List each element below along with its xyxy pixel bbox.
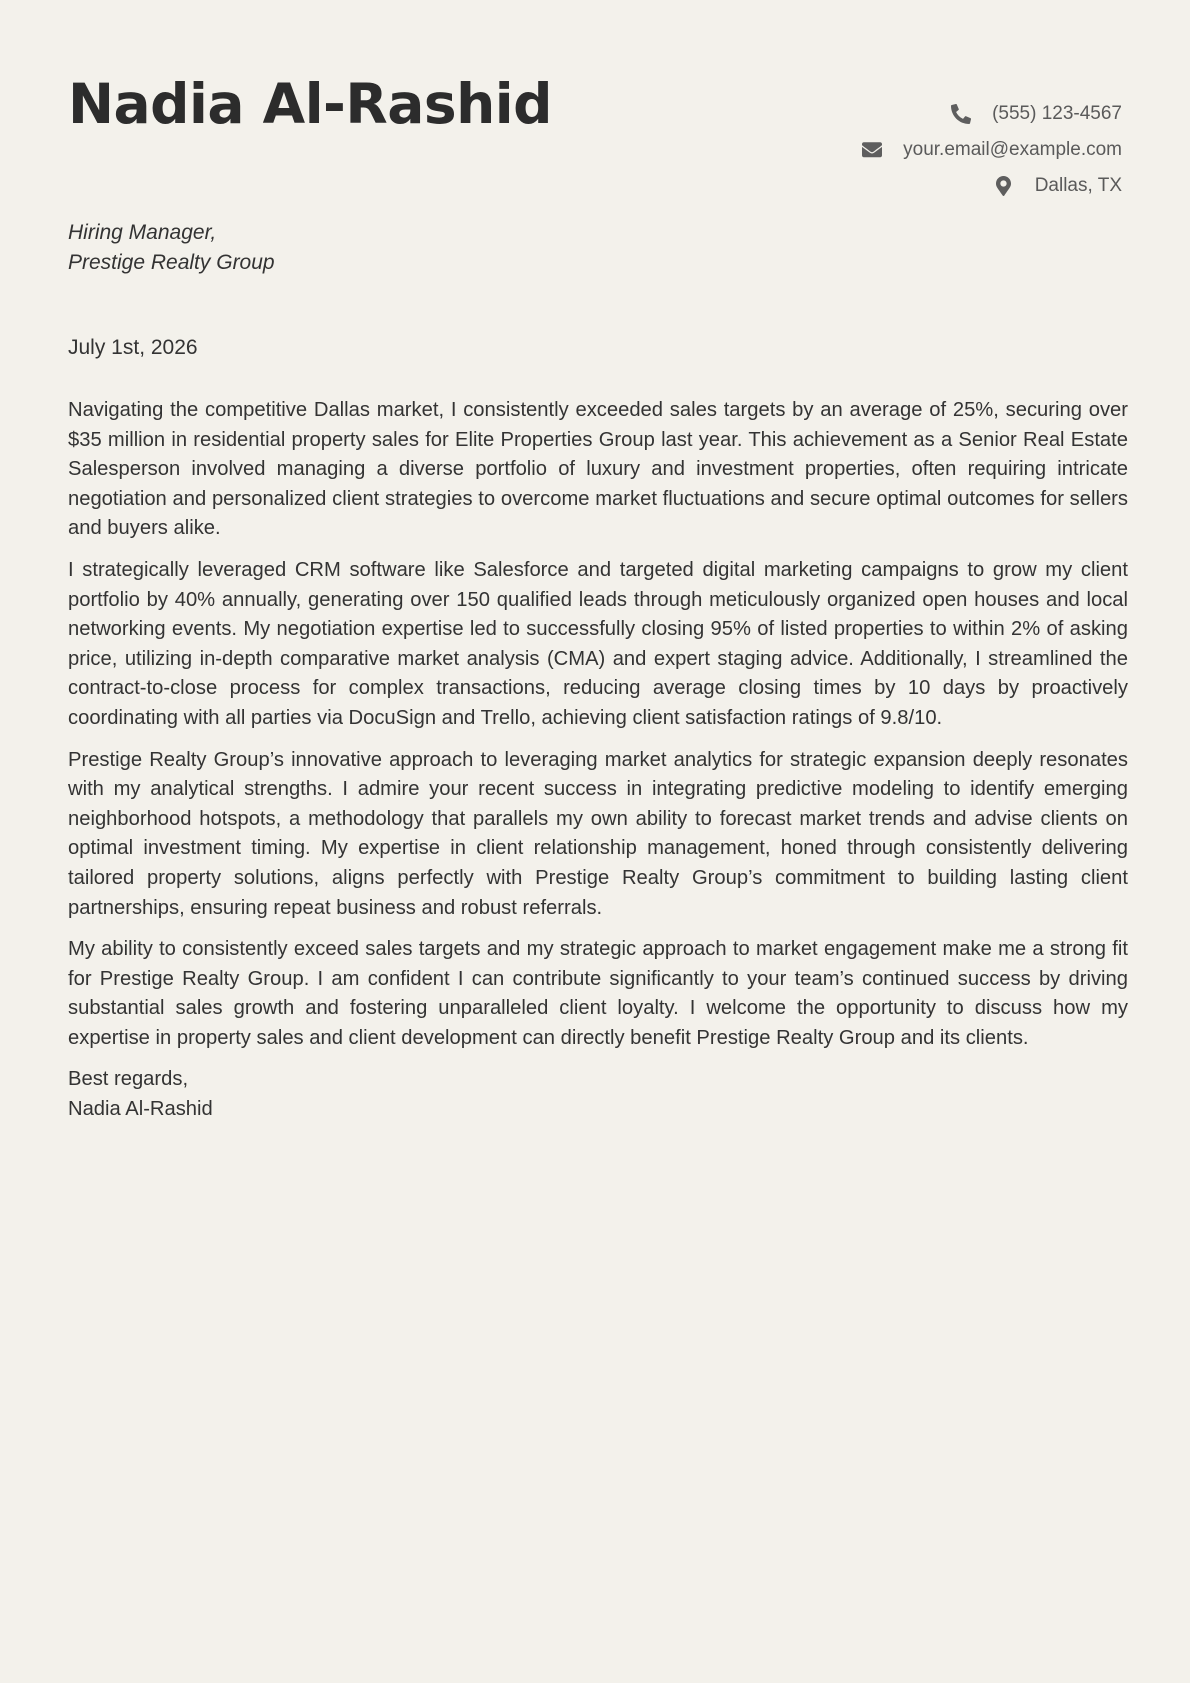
letter-body — [68, 396, 1128, 1125]
envelope-icon — [861, 139, 883, 161]
body-paragraph: I strategically leveraged CRM software like Salesforce and targeted digital marketing campaigns to grow my client portfolio by 40% annually, generating over 150 qualified leads through meticulously organized open houses and local networking events. My negotiation expertise led to successfully closing 95% of listed properties to within 2% of asking price, utilizing in-depth comparative market analysis (CMA) and expert staging advice. Additionally, I streamlined the contract-to-close process for complex transactions, reducing average closing times by 10 days by proactively coordinating with all parties via DocuSign and Trello, achieving client satisfaction ratings of 9.8/10. — [68, 558, 1128, 729]
recipient-title: Hiring Manager, — [68, 221, 217, 244]
letter-date: July 1st, 2026 — [68, 336, 198, 359]
map-marker-icon — [993, 175, 1015, 197]
body-paragraph: Navigating the competitive Dallas market, I consistently exceeded sales targets by an average of 25%, securing over $35 million in residential property sales for Elite Properties Group last year. This achievement as a Senior Real Estate Salesperson involved managing a diverse portfolio of luxury and investment properties, often requiring intricate negotiation and personalized client strategies to overcome market fluctuations and secure optimal outcomes for sellers and buyers alike. — [68, 399, 1128, 540]
contact-email[interactable]: your.email@example.com — [903, 139, 1122, 160]
contact-phone[interactable]: (555) 123-4567 — [992, 103, 1122, 124]
contact-location: Dallas, TX — [1034, 175, 1122, 196]
applicant-name: Nadia Al-Rashid — [68, 72, 552, 136]
contact-info — [861, 96, 1122, 204]
closing-salutation: Best regards, — [68, 1068, 189, 1091]
recipient-block — [68, 218, 275, 278]
contact-email-row — [861, 132, 1122, 168]
closing-signature: Nadia Al-Rashid — [68, 1098, 213, 1121]
contact-phone-row — [861, 96, 1122, 132]
contact-location-row — [861, 168, 1122, 204]
recipient-company: Prestige Realty Group — [68, 251, 275, 274]
phone-icon — [950, 103, 972, 125]
body-paragraph: Prestige Realty Group’s innovative approach to leveraging market analytics for strategic expansion deeply resonates with my analytical strengths. I admire your recent success in integrating predictive modeling to identify emerging neighborhood hotspots, a methodology that parallels my own ability to forecast market trends and advise clients on optimal investment timing. My expertise in client relationship management, honed through consistently delivering tailored property solutions, aligns perfectly with Prestige Realty Group’s commitment to building lasting client partnerships, ensuring repeat business and robust referrals. — [68, 748, 1128, 919]
closing-block — [68, 1065, 1128, 1124]
body-paragraph: My ability to consistently exceed sales targets and my strategic approach to market engagement make me a strong fit for Prestige Realty Group. I am confident I can contribute significantly to your team’s continued success by driving substantial sales growth and fostering unparalleled client loyalty. I welcome the opportunity to discuss how my expertise in property sales and client development can directly benefit Prestige Realty Group and its clients. — [68, 938, 1128, 1049]
